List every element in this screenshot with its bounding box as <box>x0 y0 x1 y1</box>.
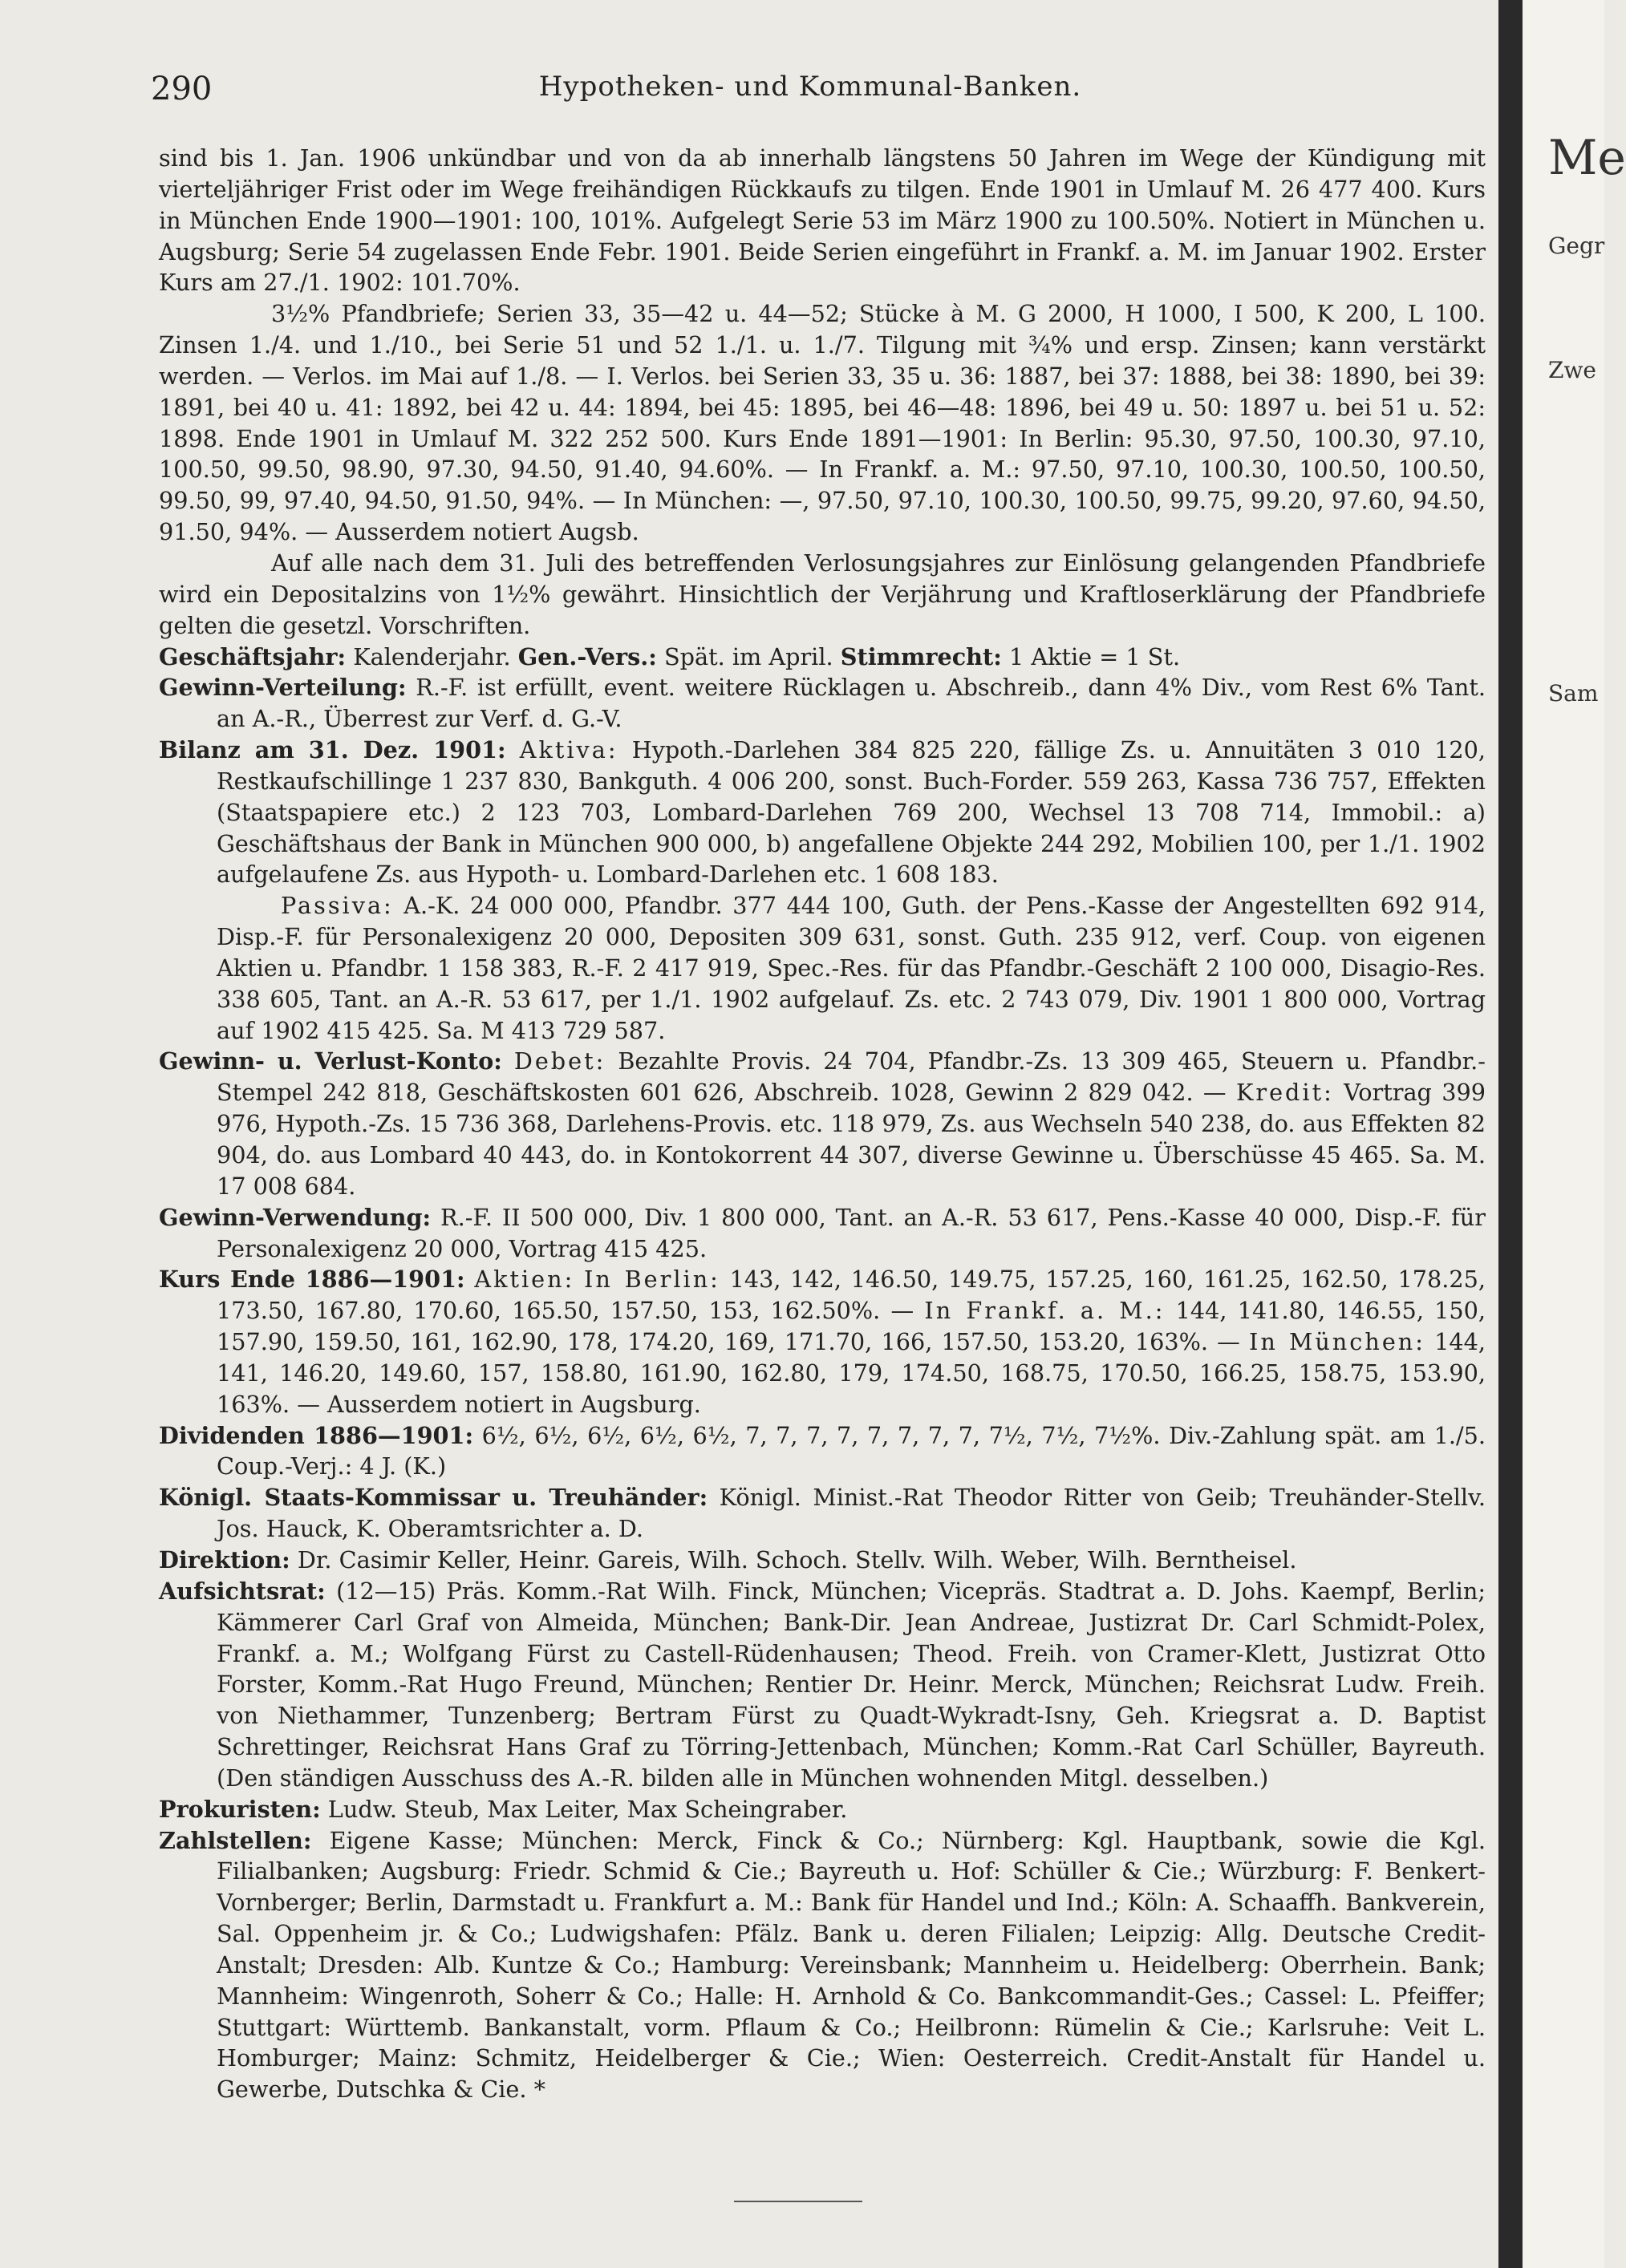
entry-passiva <box>159 890 1486 1046</box>
label-gen-vers: Gen.-Vers.: <box>517 642 657 670</box>
text-passiva: A.-K. 24 000 000, Pfandbr. 377 444 100, Guth. der Pens.-Kasse der Angestellten 692 914, Disp.-F. für Personalexigenz 20 000, Depositen 309 631, sonst. Guth. 235 912, verf. Coup. von eigenen Aktien u. Pfandbr. 1 158 383, R.-F. 2 417 919, Spec.-Res. für das Pfandbr.-Geschäft 2 100 000, Disagio-Res. 338 605, Tant. an A.-R. 53 617, per 1./1. 1902 aufgelauf. Zs. etc. 2 743 079, Div. 1901 1 800 000, Vortrag auf 1902 415 425. Sa. M 413 729 587. <box>217 892 1486 1044</box>
entry-dividenden <box>159 1420 1486 1483</box>
label-gewinn-verlust: Gewinn- u. Verlust-Konto: <box>159 1047 502 1075</box>
label-debet: Debet: <box>513 1047 606 1075</box>
label-zahlstellen: Zahlstellen: <box>159 1826 312 1854</box>
label-aufsichtsrat: Aufsichtsrat: <box>159 1577 326 1605</box>
page-header <box>151 71 1470 111</box>
label-kurs: Kurs Ende 1886—1901: <box>159 1266 465 1294</box>
entry-direktion <box>159 1545 1486 1576</box>
next-page-line-3: Sam <box>1548 680 1599 707</box>
running-head: Hypotheken- und Kommunal-Banken. <box>538 71 1082 103</box>
text-staats-kommissar: Königl. Minist.-Rat Theodor Ritter von Geib; Treuhänder-Stellv. Jos. Hauck, K. Oberamtsrichter a. D. <box>217 1484 1486 1543</box>
entry-kurs <box>159 1264 1486 1420</box>
label-dividenden: Dividenden 1886—1901: <box>159 1421 474 1449</box>
text-debet: Bezahlte Provis. 24 704, Pfandbr.-Zs. 13 309 465, Steuern u. Pfandbr.-Stempel 242 818, Geschäftskosten 601 626, Abschreib. 1028, Gewinn 2 829 042. — <box>217 1047 1486 1107</box>
paragraph-pfandbriefe: 3½% Pfandbriefe; Serien 33, 35—42 u. 44—52; Stücke à M. G 2000, H 1000, I 500, K 200, L 100. Zinsen 1./4. und 1./10., bei Serie 51 und 52 1./1. u. 1./7. Tilgung mit ¾% und ersp. Zinsen; kann verstärkt werden. — Verlos. im Mai auf 1./8. — I. Verlos. bei Serien 33, 35 u. 36: 1887, bei 37: 1888, bei 38: 1890, bei 39: 1891, bei 40 u. 41: 1892, bei 42 u. 44: 1894, bei 45: 1895, bei 46—48: 1896, bei 49 u. 50: 1897 u. bei 51 u. 52: 1898. Ende 1901 in Umlauf M. 322 252 500. Kurs Ende 1891—1901: In Berlin: 95.30, 97.50, 100.30, 97.10, 100.50, 99.50, 98.90, 97.30, 94.50, 91.40, 94.60%. — In Frankf. a. M.: 97.50, 97.10, 100.30, 100.50, 100.50, 99.50, 99, 97.40, 94.50, 91.50, 94%. — In München: —, 97.50, 97.10, 100.30, 100.50, 99.75, 99.20, 97.60, 94.50, 91.50, 94%. — Ausserdem notiert Augsb. <box>159 300 1486 546</box>
text-dividenden: 6½, 6½, 6½, 6½, 6½, 7, 7, 7, 7, 7, 7, 7, 7, 7½, 7½, 7½%. Div.-Zahlung spät. am 1./5. Coup.-Verj.: 4 J. (K.) <box>217 1421 1486 1480</box>
closing-rule <box>734 2201 862 2202</box>
next-page-line-1: Gegr <box>1548 233 1605 259</box>
next-page-line-2: Zwe <box>1548 357 1596 383</box>
text-kredit: Vortrag 399 976, Hypoth.-Zs. 15 736 368, Darlehens-Provis. etc. 118 979, Zs. aus Wechseln 540 238, do. aus Effekten 82 904, do. aus Lombard 40 443, do. in Kontokorrent 44 307, diverse Gewinne u. Überschüsse 45 465. Sa. M. 17 008 684. <box>217 1079 1486 1200</box>
text-gewinn-verwendung: R.-F. II 500 000, Div. 1 800 000, Tant. an A.-R. 53 617, Pens.-Kasse 40 000, Disp.-F. für Personalexigenz 20 000, Vortrag 415 425. <box>217 1203 1486 1262</box>
text-gewinn-verteilung: R.-F. ist erfüllt, event. weitere Rücklagen u. Abschreib., dann 4% Div., vom Rest 6% Tant. an A.-R., Überrest zur Verf. d. G.-V. <box>217 674 1486 733</box>
next-page-fragment <box>1523 0 1626 2268</box>
label-kredit: Kredit: <box>1235 1079 1334 1107</box>
page-number: 290 <box>151 71 213 107</box>
label-kurs-aktien: Aktien: <box>474 1266 575 1294</box>
label-stimmrecht: Stimmrecht: <box>840 642 1002 670</box>
text-kurs-frankfurt: 144, 141.80, 146.55, 150, 157.90, 159.50, 161, 162.90, 178, 174.20, 169, 171.70, 166, 157.50, 153.20, 163%. — <box>217 1297 1486 1356</box>
text-aktiva: Hypoth.-Darlehen 384 825 220, fällige Zs. u. Annuitäten 3 010 120, Restkaufschillinge 1 237 830, Bankguth. 4 006 200, sonst. Buch-Forder. 559 263, Kassa 736 757, Effekten (Staatspapiere etc.) 2 123 703, Lombard-Darlehen 769 200, Wechsel 13 708 714, Immobil.: a) Geschäftshaus der Bank in München 900 000, b) angefallene Objekte 244 292, Mobilien 100, per 1./1. 1902 aufgelaufene Zs. aus Hypoth- u. Lombard-Darlehen etc. 1 608 183. <box>217 736 1486 889</box>
text-aufsichtsrat: (12—15) Präs. Komm.-Rat Wilh. Finck, München; Vicepräs. Stadtrat a. D. Johs. Kaempf, Berlin; Kämmerer Carl Graf von Almeida, München; Bank-Dir. Jean Andreae, Justizrat Dr. Carl Schmidt-Polex, Frankf. a. M.; Wolfgang Fürst zu Castell-Rüdenhausen; Theod. Freih. von Cramer-Klett, Justizrat Otto Forster, Komm.-Rat Hugo Freund, München; Rentier Dr. Heinr. Merck, München; Reichsrat Ludw. Freih. von Niethammer, Tunzenberg; Bertram Fürst zu Quadt-Wykradt-Isny, Geh. Kriegsrat a. D. Baptist Schrettinger, Reichsrat Hans Graf zu Törring-Jettenbach, München; Komm.-Rat Carl Schüller, Bayreuth. (Den ständigen Ausschuss des A.-R. bilden alle in München wohnenden Mitgl. desselben.) <box>217 1577 1486 1792</box>
value-geschaeftsjahr: Kalenderjahr. <box>353 642 511 670</box>
label-gewinn-verwendung: Gewinn-Verwendung: <box>159 1203 432 1231</box>
text-prokuristen: Ludw. Steub, Max Leiter, Max Scheingraber. <box>327 1795 848 1823</box>
label-geschaeftsjahr: Geschäftsjahr: <box>159 642 347 670</box>
label-direktion: Direktion: <box>159 1545 290 1573</box>
entry-geschaeftsjahr <box>159 642 1486 673</box>
page-gutter-shadow <box>1498 0 1523 2268</box>
entry-staats-kommissar <box>159 1482 1486 1545</box>
entry-bilanz <box>159 735 1486 890</box>
value-gen-vers: Spät. im April. <box>663 642 833 670</box>
paragraph-depositalzins: Auf alle nach dem 31. Juli des betreffenden Verlosungsjahres zur Einlösung gelangenden Pfandbriefe wird ein Depositalzins von 1½% gewährt. Hinsichtlich der Verjährung und Kraftloserklärung der Pfandbriefe gelten die gesetzl. Vorschriften. <box>159 549 1486 639</box>
page-body <box>159 143 1486 2105</box>
paragraph-intro: sind bis 1. Jan. 1906 unkündbar und von da ab innerhalb längstens 50 Jahren im Wege der Kündigung mit vierteljähriger Frist oder im Wege freihändigen Rückkaufs zu tilgen. Ende 1901 in Umlauf M. 26 477 400. Kurs in München Ende 1900—1901: 100, 101%. Aufgelegt Serie 53 im März 1900 zu 100.50%. Notiert in München u. Augsburg; Serie 54 zugelassen Ende Febr. 1901. Beide Serien eingeführt in Frankf. a. M. im Januar 1902. Erster Kurs am 27./1. 1902: 101.70%. <box>159 144 1486 297</box>
label-gewinn-verteilung: Gewinn-Verteilung: <box>159 674 407 702</box>
text-direktion: Dr. Casimir Keller, Heinr. Gareis, Wilh. Schoch. Stellv. Wilh. Weber, Wilh. Berntheisel. <box>297 1545 1297 1573</box>
text-zahlstellen: Eigene Kasse; München: Merck, Finck & Co.; Nürnberg: Kgl. Hauptbank, sowie die Kgl. Filialbanken; Augsburg: Friedr. Schmid & Cie.; Bayreuth u. Hof: Schüller & Cie.; Würzburg: F. Benkert-Vornberger; Berlin, Darmstadt u. Frankfurt a. M.: Bank für Handel und Ind.; Köln: A. Schaaffh. Bankverein, Sal. Oppenheim jr. & Co.; Ludwigshafen: Pfälz. Bank u. deren Filialen; Leipzig: Allg. Deutsche Credit-Anstalt; Dresden: Alb. Kuntze & Co.; Hamburg: Vereinsbank; Mannheim u. Heidelberg: Oberrhein. Bank; Mannheim: Wingenroth, Soherr & Co.; Halle: H. Arnhold & Co. Bankcommandit-Ges.; Cassel: L. Pfeiffer; Stuttgart: Württemb. Bankanstalt, vorm. Pflaum & Co.; Heilbronn: Rümelin & Cie.; Karlsruhe: Veit L. Homburger; Mainz: Schmitz, Heidelberger & Cie.; Wien: Oesterreich. Credit-Anstalt für Handel u. Gewerbe, Dutschka & Cie. * <box>217 1826 1486 2104</box>
entry-gewinn-verlust <box>159 1046 1486 1201</box>
entry-aufsichtsrat <box>159 1576 1486 1794</box>
text-kurs-muenchen: 144, 141, 146.20, 149.60, 157, 158.80, 161.90, 162.80, 179, 174.50, 168.75, 170.50, 166.25, 158.75, 153.90, 163%. — Ausserdem notiert in Augsburg. <box>217 1328 1486 1418</box>
label-prokuristen: Prokuristen: <box>159 1795 321 1823</box>
label-kurs-frankfurt: In Frankf. a. M.: <box>924 1297 1166 1325</box>
text-kurs-berlin: 143, 142, 146.50, 149.75, 157.25, 160, 161.25, 162.50, 178.25, 173.50, 167.80, 170.60, 165.50, 157.50, 153, 162.50%. — <box>217 1266 1486 1325</box>
entry-prokuristen <box>159 1794 1486 1825</box>
label-passiva: Passiva: <box>281 892 394 920</box>
next-page-large-heading: Me <box>1548 130 1626 186</box>
entry-gewinn-verteilung <box>159 672 1486 735</box>
label-aktiva: Aktiva: <box>519 736 618 764</box>
label-bilanz: Bilanz am 31. Dez. 1901: <box>159 736 506 764</box>
label-staats-kommissar: Königl. Staats-Kommissar u. Treuhänder: <box>159 1484 708 1512</box>
label-kurs-berlin: In Berlin: <box>584 1266 720 1294</box>
entry-gewinn-verwendung <box>159 1202 1486 1265</box>
value-stimmrecht: 1 Aktie = 1 St. <box>1009 642 1181 670</box>
entry-zahlstellen <box>159 1825 1486 2106</box>
label-kurs-muenchen: In München: <box>1248 1328 1425 1356</box>
